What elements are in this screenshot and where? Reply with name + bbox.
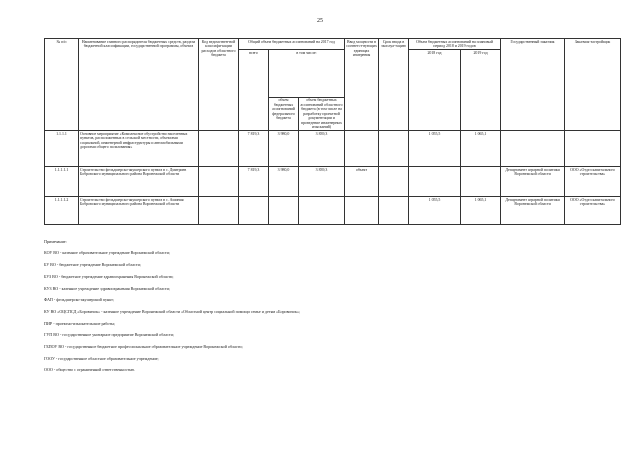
row-2019 [461, 167, 501, 197]
header-incl: в том числе: [269, 50, 345, 97]
row-2018: 1 055,5 [409, 197, 461, 225]
header-2018: 2018 год [409, 50, 461, 131]
row-num: 1.1.1.1.2 [45, 197, 79, 225]
header-name: Наименование главного распорядителя бюджетных средств, раздела бюджетной классификации, государственной программы, объекта [79, 39, 199, 131]
note-line: ФАП - фельдшерско-акушерский пункт; [44, 297, 115, 303]
page-number: 25 [317, 18, 323, 24]
note-line: КОУ ВО - казенное образовательное учреждение Воронежской области; [44, 250, 170, 256]
header-code: Код ведомствен-ной классифи-кации расходов областного бюджета [199, 39, 239, 131]
table-row [45, 197, 621, 225]
row-name: Строительство фельдшерско-акушерского пункта в с. Ашиния Бобровского муниципального района Воронежской области [79, 197, 199, 225]
row-term [379, 197, 409, 225]
note-line: БУЗ ВО - бюджетное учреждение здравоохранения Воронежской области; [44, 273, 174, 279]
row-federal [269, 197, 299, 225]
note-line: ГУП ВО - государственное унитарное предприятие Воронежской области; [44, 332, 175, 338]
row-developer [565, 131, 621, 167]
row-term [379, 167, 409, 197]
header-developer: Заказчик-застройщик [565, 39, 621, 131]
row-total [239, 197, 269, 225]
table-header [45, 39, 621, 131]
table-row [45, 131, 621, 167]
notes-title: Примечание: [44, 239, 67, 244]
note-line: ООО - общество с ограниченной ответственностью. [44, 367, 136, 373]
header-num: № п/п [45, 39, 79, 131]
row-capacity [345, 197, 379, 225]
header-plan: Объем бюджетных ассигнований на плановый период 2018 и 2019 годов [409, 39, 501, 50]
header-federal: объем бюджетных ассигнований федерального бюджета [269, 97, 299, 131]
budget-table [44, 38, 621, 225]
row-federal: 3 980,0 [269, 167, 299, 197]
header-term: Срок ввода в эксплуа-тацию [379, 39, 409, 131]
row-customer [501, 131, 565, 167]
row-customer: Департамент аграрной политики Воронежской области [501, 197, 565, 225]
row-num: 1.1.1.1.1 [45, 167, 79, 197]
header-2019: 2019 год [461, 50, 501, 131]
row-developer: ООО «Отдел капитального строительства» [565, 167, 621, 197]
row-num: 1.1.1.1 [45, 131, 79, 167]
row-total: 7 819,3 [239, 131, 269, 167]
header-capacity: Ввод мощности в соответст-вующих единицах измерения [345, 39, 379, 131]
header-customer: Государственный заказчик [501, 39, 565, 131]
row-2018: 1 055,5 [409, 131, 461, 167]
row-customer: Департамент аграрной политики Воронежской области [501, 167, 565, 197]
header-regional: объем бюджетных ассигнований областного бюджета (в том числе на разработку проектной документации и проведение инженерных изысканий) [300, 98, 343, 130]
note-line: ПИР - проектно-изыскательские работы; [44, 320, 116, 326]
row-code [199, 167, 239, 197]
row-2019: 1 065,1 [461, 197, 501, 225]
note-line: КУЗ ВО - казенное учреждение здравоохранения Воронежской области; [44, 285, 170, 291]
row-total: 7 819,3 [239, 167, 269, 197]
header-total: всего [239, 50, 269, 131]
row-regional: 3 839,3 [299, 167, 345, 197]
note-line: ГБПОУ ВО - государственное бюджетное профессиональное образовательное учреждение Воронежской области; [44, 344, 243, 350]
note-line: КУ ВО «ОЦСПСД «Боровичок» - казенное учреждение Воронежской области «Областной центр социальной помощи семье и детям «Боровичок»; [44, 308, 301, 314]
table-row [45, 167, 621, 197]
row-developer: ООО «Отдел капитального строительства» [565, 197, 621, 225]
header-total-2017: Общий объем бюджетных ассигнований на 2017 год [239, 39, 345, 50]
row-capacity [345, 131, 379, 167]
row-name: Строительство фельдшерско-акушерского пункта в с. Дмитриев Бобровского муниципального района Воронежской области [79, 167, 199, 197]
notes-section [44, 240, 614, 380]
row-2018 [409, 167, 461, 197]
row-code [199, 197, 239, 225]
row-code [199, 131, 239, 167]
row-capacity: объект [345, 167, 379, 197]
row-regional [299, 197, 345, 225]
row-term [379, 131, 409, 167]
note-line: ГООУ - государственное областное образовательное учреждение; [44, 355, 159, 361]
row-name: Основное мероприятие «Комплексное обустройство населенных пунктов, расположенных в сельской местности, объектами социальной, инженерной инфраструктуры и автомобильными дорогами общего пользования» [79, 131, 199, 167]
note-line: БУ ВО - бюджетное учреждение Воронежской области; [44, 262, 141, 268]
row-2019: 1 065,1 [461, 131, 501, 167]
row-regional: 3 839,3 [299, 131, 345, 167]
row-federal: 3 980,0 [269, 131, 299, 167]
